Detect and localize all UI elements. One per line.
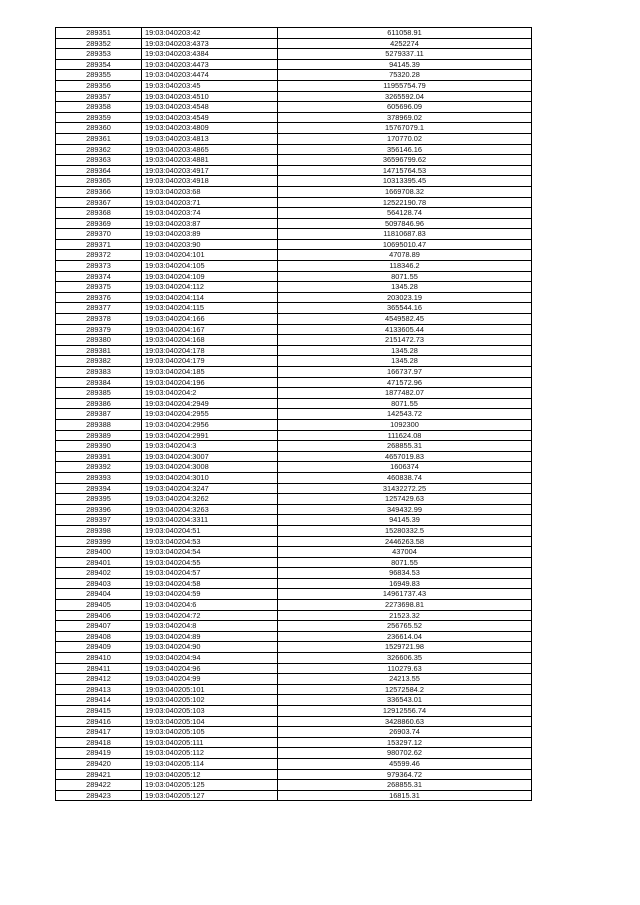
table-row: [56, 80, 532, 91]
amount-cell: 349432.99: [278, 504, 532, 515]
cadastral-number-cell: 19:03:040204:196: [142, 377, 278, 388]
row-id-cell: 289351: [56, 28, 142, 39]
cadastral-number-cell: 19:03:040203:4865: [142, 144, 278, 155]
amount-cell: 4252274: [278, 38, 532, 49]
table-row: [56, 271, 532, 282]
amount-cell: 96834.53: [278, 568, 532, 579]
table-row: [56, 218, 532, 229]
row-id-cell: 289410: [56, 653, 142, 664]
table-row: [56, 557, 532, 568]
amount-cell: 11810687.83: [278, 229, 532, 240]
cadastral-number-cell: 19:03:040204:3262: [142, 494, 278, 505]
table-row: [56, 684, 532, 695]
cadastral-number-cell: 19:03:040203:4917: [142, 165, 278, 176]
cadastral-number-cell: 19:03:040204:112: [142, 282, 278, 293]
row-id-cell: 289394: [56, 483, 142, 494]
amount-cell: 605696.09: [278, 102, 532, 113]
amount-cell: 14961737.43: [278, 589, 532, 600]
cadastral-number-cell: 19:03:040205:127: [142, 790, 278, 801]
row-id-cell: 289376: [56, 292, 142, 303]
table-row: [56, 600, 532, 611]
row-id-cell: 289402: [56, 568, 142, 579]
table-row: [56, 176, 532, 187]
table-row: [56, 292, 532, 303]
row-id-cell: 289365: [56, 176, 142, 187]
cadastral-number-cell: 19:03:040205:105: [142, 727, 278, 738]
cadastral-number-cell: 19:03:040204:2949: [142, 398, 278, 409]
row-id-cell: 289360: [56, 123, 142, 134]
table-row: [56, 367, 532, 378]
amount-cell: 14715764.53: [278, 165, 532, 176]
row-id-cell: 289380: [56, 335, 142, 346]
amount-cell: 4657019.83: [278, 451, 532, 462]
table-row: [56, 695, 532, 706]
cadastral-number-cell: 19:03:040204:179: [142, 356, 278, 367]
table-row: [56, 335, 532, 346]
table-row: [56, 250, 532, 261]
amount-cell: 111624.08: [278, 430, 532, 441]
cadastral-number-cell: 19:03:040204:94: [142, 653, 278, 664]
table-row: [56, 451, 532, 462]
row-id-cell: 289412: [56, 674, 142, 685]
row-id-cell: 289355: [56, 70, 142, 81]
table-row: [56, 547, 532, 558]
amount-cell: 26903.74: [278, 727, 532, 738]
row-id-cell: 289414: [56, 695, 142, 706]
table-row: [56, 462, 532, 473]
amount-cell: 12572584.2: [278, 684, 532, 695]
row-id-cell: 289354: [56, 59, 142, 70]
table-row: [56, 144, 532, 155]
cadastral-number-cell: 19:03:040203:4384: [142, 49, 278, 60]
cadastral-number-cell: 19:03:040203:68: [142, 186, 278, 197]
row-id-cell: 289366: [56, 186, 142, 197]
cadastral-number-cell: 19:03:040203:4809: [142, 123, 278, 134]
table-row: [56, 314, 532, 325]
table-row: [56, 663, 532, 674]
row-id-cell: 289405: [56, 600, 142, 611]
amount-cell: 142543.72: [278, 409, 532, 420]
cadastral-number-cell: 19:03:040204:2: [142, 388, 278, 399]
row-id-cell: 289418: [56, 737, 142, 748]
row-id-cell: 289383: [56, 367, 142, 378]
cadastral-number-cell: 19:03:040203:4510: [142, 91, 278, 102]
table-body: [56, 28, 532, 801]
amount-cell: 1345.28: [278, 356, 532, 367]
cadastral-number-cell: 19:03:040204:51: [142, 525, 278, 536]
table-row: [56, 653, 532, 664]
row-id-cell: 289421: [56, 769, 142, 780]
cadastral-number-cell: 19:03:040204:54: [142, 547, 278, 558]
amount-cell: 1529721.98: [278, 642, 532, 653]
table-row: [56, 621, 532, 632]
amount-cell: 437004: [278, 547, 532, 558]
amount-cell: 611058.91: [278, 28, 532, 39]
row-id-cell: 289374: [56, 271, 142, 282]
amount-cell: 1606374: [278, 462, 532, 473]
row-id-cell: 289381: [56, 345, 142, 356]
table-row: [56, 536, 532, 547]
cadastral-number-cell: 19:03:040204:101: [142, 250, 278, 261]
row-id-cell: 289406: [56, 610, 142, 621]
cadastral-number-cell: 19:03:040203:71: [142, 197, 278, 208]
cadastral-number-cell: 19:03:040204:58: [142, 578, 278, 589]
row-id-cell: 289413: [56, 684, 142, 695]
amount-cell: 365544.16: [278, 303, 532, 314]
amount-cell: 236614.04: [278, 631, 532, 642]
amount-cell: 24213.55: [278, 674, 532, 685]
amount-cell: 1345.28: [278, 345, 532, 356]
row-id-cell: 289417: [56, 727, 142, 738]
row-id-cell: 289403: [56, 578, 142, 589]
row-id-cell: 289395: [56, 494, 142, 505]
cadastral-number-cell: 19:03:040205:114: [142, 758, 278, 769]
cadastral-number-cell: 19:03:040204:3007: [142, 451, 278, 462]
table-row: [56, 398, 532, 409]
cadastral-number-cell: 19:03:040203:4473: [142, 59, 278, 70]
row-id-cell: 289390: [56, 441, 142, 452]
cadastral-number-cell: 19:03:040205:112: [142, 748, 278, 759]
row-id-cell: 289377: [56, 303, 142, 314]
row-id-cell: 289396: [56, 504, 142, 515]
cadastral-number-cell: 19:03:040204:105: [142, 261, 278, 272]
cadastral-number-cell: 19:03:040204:3247: [142, 483, 278, 494]
cadastral-number-cell: 19:03:040204:178: [142, 345, 278, 356]
table-row: [56, 377, 532, 388]
cadastral-number-cell: 19:03:040204:90: [142, 642, 278, 653]
amount-cell: 460838.74: [278, 472, 532, 483]
amount-cell: 203023.19: [278, 292, 532, 303]
row-id-cell: 289392: [56, 462, 142, 473]
row-id-cell: 289357: [56, 91, 142, 102]
amount-cell: 15767079.1: [278, 123, 532, 134]
row-id-cell: 289382: [56, 356, 142, 367]
table-row: [56, 197, 532, 208]
cadastral-number-cell: 19:03:040204:72: [142, 610, 278, 621]
row-id-cell: 289400: [56, 547, 142, 558]
row-id-cell: 289359: [56, 112, 142, 123]
cadastral-number-cell: 19:03:040203:89: [142, 229, 278, 240]
table-row: [56, 727, 532, 738]
table-row: [56, 70, 532, 81]
cadastral-number-cell: 19:03:040204:3008: [142, 462, 278, 473]
amount-cell: 2446263.58: [278, 536, 532, 547]
row-id-cell: 289397: [56, 515, 142, 526]
amount-cell: 45599.46: [278, 758, 532, 769]
amount-cell: 36596799.62: [278, 155, 532, 166]
amount-cell: 471572.96: [278, 377, 532, 388]
table-row: [56, 706, 532, 717]
row-id-cell: 289363: [56, 155, 142, 166]
amount-cell: 8071.55: [278, 557, 532, 568]
amount-cell: 94145.39: [278, 515, 532, 526]
cadastral-number-cell: 19:03:040204:59: [142, 589, 278, 600]
cadastral-number-cell: 19:03:040204:168: [142, 335, 278, 346]
amount-cell: 5279337.11: [278, 49, 532, 60]
row-id-cell: 289420: [56, 758, 142, 769]
amount-cell: 268855.31: [278, 441, 532, 452]
cadastral-number-cell: 19:03:040205:111: [142, 737, 278, 748]
table-row: [56, 49, 532, 60]
table-row: [56, 631, 532, 642]
amount-cell: 31432272.25: [278, 483, 532, 494]
amount-cell: 2151472.73: [278, 335, 532, 346]
row-id-cell: 289372: [56, 250, 142, 261]
table-row: [56, 28, 532, 39]
amount-cell: 12522190.78: [278, 197, 532, 208]
amount-cell: 356146.16: [278, 144, 532, 155]
cadastral-number-cell: 19:03:040203:74: [142, 208, 278, 219]
row-id-cell: 289375: [56, 282, 142, 293]
amount-cell: 268855.31: [278, 780, 532, 791]
cadastral-number-cell: 19:03:040203:4918: [142, 176, 278, 187]
cadastral-number-cell: 19:03:040205:125: [142, 780, 278, 791]
table-row: [56, 165, 532, 176]
table-row: [56, 737, 532, 748]
amount-cell: 75320.28: [278, 70, 532, 81]
table-row: [56, 430, 532, 441]
cadastral-number-cell: 19:03:040204:2991: [142, 430, 278, 441]
row-id-cell: 289399: [56, 536, 142, 547]
row-id-cell: 289393: [56, 472, 142, 483]
amount-cell: 1669708.32: [278, 186, 532, 197]
amount-cell: 1345.28: [278, 282, 532, 293]
data-table-container: [55, 27, 531, 801]
cadastral-number-cell: 19:03:040204:114: [142, 292, 278, 303]
row-id-cell: 289416: [56, 716, 142, 727]
amount-cell: 166737.97: [278, 367, 532, 378]
amount-cell: 153297.12: [278, 737, 532, 748]
table-row: [56, 112, 532, 123]
table-row: [56, 578, 532, 589]
table-row: [56, 589, 532, 600]
cadastral-number-cell: 19:03:040205:104: [142, 716, 278, 727]
table-row: [56, 568, 532, 579]
row-id-cell: 289361: [56, 133, 142, 144]
table-row: [56, 208, 532, 219]
amount-cell: 10695010.47: [278, 239, 532, 250]
table-row: [56, 610, 532, 621]
cadastral-number-cell: 19:03:040205:101: [142, 684, 278, 695]
amount-cell: 4549582.45: [278, 314, 532, 325]
table-row: [56, 769, 532, 780]
amount-cell: 16815.31: [278, 790, 532, 801]
row-id-cell: 289358: [56, 102, 142, 113]
cadastral-number-cell: 19:03:040203:45: [142, 80, 278, 91]
amount-cell: 47078.89: [278, 250, 532, 261]
row-id-cell: 289373: [56, 261, 142, 272]
cadastral-number-cell: 19:03:040203:4373: [142, 38, 278, 49]
table-row: [56, 494, 532, 505]
amount-cell: 1257429.63: [278, 494, 532, 505]
row-id-cell: 289388: [56, 419, 142, 430]
table-row: [56, 472, 532, 483]
table-row: [56, 409, 532, 420]
cadastral-number-cell: 19:03:040205:102: [142, 695, 278, 706]
row-id-cell: 289422: [56, 780, 142, 791]
amount-cell: 2273698.81: [278, 600, 532, 611]
cadastral-number-cell: 19:03:040205:103: [142, 706, 278, 717]
amount-cell: 979364.72: [278, 769, 532, 780]
cadastral-number-cell: 19:03:040204:57: [142, 568, 278, 579]
row-id-cell: 289415: [56, 706, 142, 717]
cadastral-number-cell: 19:03:040203:4474: [142, 70, 278, 81]
cadastral-number-cell: 19:03:040204:99: [142, 674, 278, 685]
data-table: [55, 27, 532, 801]
cadastral-number-cell: 19:03:040204:3263: [142, 504, 278, 515]
table-row: [56, 303, 532, 314]
row-id-cell: 289367: [56, 197, 142, 208]
amount-cell: 378969.02: [278, 112, 532, 123]
cadastral-number-cell: 19:03:040204:3311: [142, 515, 278, 526]
table-row: [56, 780, 532, 791]
cadastral-number-cell: 19:03:040203:4813: [142, 133, 278, 144]
table-row: [56, 674, 532, 685]
table-row: [56, 716, 532, 727]
table-row: [56, 483, 532, 494]
row-id-cell: 289387: [56, 409, 142, 420]
row-id-cell: 289401: [56, 557, 142, 568]
table-row: [56, 229, 532, 240]
amount-cell: 10313395.45: [278, 176, 532, 187]
amount-cell: 11955754.79: [278, 80, 532, 91]
table-row: [56, 504, 532, 515]
amount-cell: 8071.55: [278, 398, 532, 409]
cadastral-number-cell: 19:03:040203:4881: [142, 155, 278, 166]
row-id-cell: 289391: [56, 451, 142, 462]
amount-cell: 256765.52: [278, 621, 532, 632]
table-row: [56, 356, 532, 367]
cadastral-number-cell: 19:03:040205:12: [142, 769, 278, 780]
table-row: [56, 515, 532, 526]
row-id-cell: 289407: [56, 621, 142, 632]
row-id-cell: 289398: [56, 525, 142, 536]
cadastral-number-cell: 19:03:040204:3010: [142, 472, 278, 483]
row-id-cell: 289408: [56, 631, 142, 642]
row-id-cell: 289362: [56, 144, 142, 155]
table-row: [56, 525, 532, 536]
table-row: [56, 123, 532, 134]
amount-cell: 12912556.74: [278, 706, 532, 717]
row-id-cell: 289404: [56, 589, 142, 600]
amount-cell: 3428860.63: [278, 716, 532, 727]
cadastral-number-cell: 19:03:040204:89: [142, 631, 278, 642]
table-row: [56, 642, 532, 653]
table-row: [56, 419, 532, 430]
cadastral-number-cell: 19:03:040204:115: [142, 303, 278, 314]
table-row: [56, 38, 532, 49]
row-id-cell: 289370: [56, 229, 142, 240]
amount-cell: 110279.63: [278, 663, 532, 674]
cadastral-number-cell: 19:03:040203:87: [142, 218, 278, 229]
amount-cell: 980702.62: [278, 748, 532, 759]
amount-cell: 94145.39: [278, 59, 532, 70]
table-row: [56, 758, 532, 769]
cadastral-number-cell: 19:03:040204:3: [142, 441, 278, 452]
cadastral-number-cell: 19:03:040203:4548: [142, 102, 278, 113]
table-row: [56, 441, 532, 452]
table-row: [56, 748, 532, 759]
table-row: [56, 239, 532, 250]
amount-cell: 564128.74: [278, 208, 532, 219]
table-row: [56, 261, 532, 272]
table-row: [56, 59, 532, 70]
cadastral-number-cell: 19:03:040204:2956: [142, 419, 278, 430]
amount-cell: 1092300: [278, 419, 532, 430]
amount-cell: 336543.01: [278, 695, 532, 706]
table-row: [56, 155, 532, 166]
row-id-cell: 289369: [56, 218, 142, 229]
row-id-cell: 289419: [56, 748, 142, 759]
amount-cell: 4133605.44: [278, 324, 532, 335]
cadastral-number-cell: 19:03:040204:167: [142, 324, 278, 335]
cadastral-number-cell: 19:03:040204:109: [142, 271, 278, 282]
amount-cell: 21523.32: [278, 610, 532, 621]
row-id-cell: 289386: [56, 398, 142, 409]
row-id-cell: 289379: [56, 324, 142, 335]
row-id-cell: 289378: [56, 314, 142, 325]
amount-cell: 16949.83: [278, 578, 532, 589]
amount-cell: 3265592.04: [278, 91, 532, 102]
table-row: [56, 790, 532, 801]
cadastral-number-cell: 19:03:040204:166: [142, 314, 278, 325]
cadastral-number-cell: 19:03:040204:53: [142, 536, 278, 547]
cadastral-number-cell: 19:03:040204:185: [142, 367, 278, 378]
table-row: [56, 324, 532, 335]
cadastral-number-cell: 19:03:040204:6: [142, 600, 278, 611]
amount-cell: 15280332.5: [278, 525, 532, 536]
row-id-cell: 289384: [56, 377, 142, 388]
row-id-cell: 289423: [56, 790, 142, 801]
amount-cell: 8071.55: [278, 271, 532, 282]
row-id-cell: 289389: [56, 430, 142, 441]
row-id-cell: 289356: [56, 80, 142, 91]
amount-cell: 118346.2: [278, 261, 532, 272]
amount-cell: 1877482.07: [278, 388, 532, 399]
row-id-cell: 289385: [56, 388, 142, 399]
table-row: [56, 102, 532, 113]
row-id-cell: 289352: [56, 38, 142, 49]
amount-cell: 170770.02: [278, 133, 532, 144]
cadastral-number-cell: 19:03:040203:90: [142, 239, 278, 250]
row-id-cell: 289411: [56, 663, 142, 674]
amount-cell: 326606.35: [278, 653, 532, 664]
cadastral-number-cell: 19:03:040204:55: [142, 557, 278, 568]
table-row: [56, 345, 532, 356]
cadastral-number-cell: 19:03:040204:8: [142, 621, 278, 632]
row-id-cell: 289368: [56, 208, 142, 219]
cadastral-number-cell: 19:03:040203:42: [142, 28, 278, 39]
row-id-cell: 289371: [56, 239, 142, 250]
table-row: [56, 282, 532, 293]
table-row: [56, 133, 532, 144]
row-id-cell: 289364: [56, 165, 142, 176]
amount-cell: 5097846.96: [278, 218, 532, 229]
cadastral-number-cell: 19:03:040204:96: [142, 663, 278, 674]
table-row: [56, 91, 532, 102]
cadastral-number-cell: 19:03:040203:4549: [142, 112, 278, 123]
table-row: [56, 186, 532, 197]
table-row: [56, 388, 532, 399]
row-id-cell: 289409: [56, 642, 142, 653]
row-id-cell: 289353: [56, 49, 142, 60]
cadastral-number-cell: 19:03:040204:2955: [142, 409, 278, 420]
